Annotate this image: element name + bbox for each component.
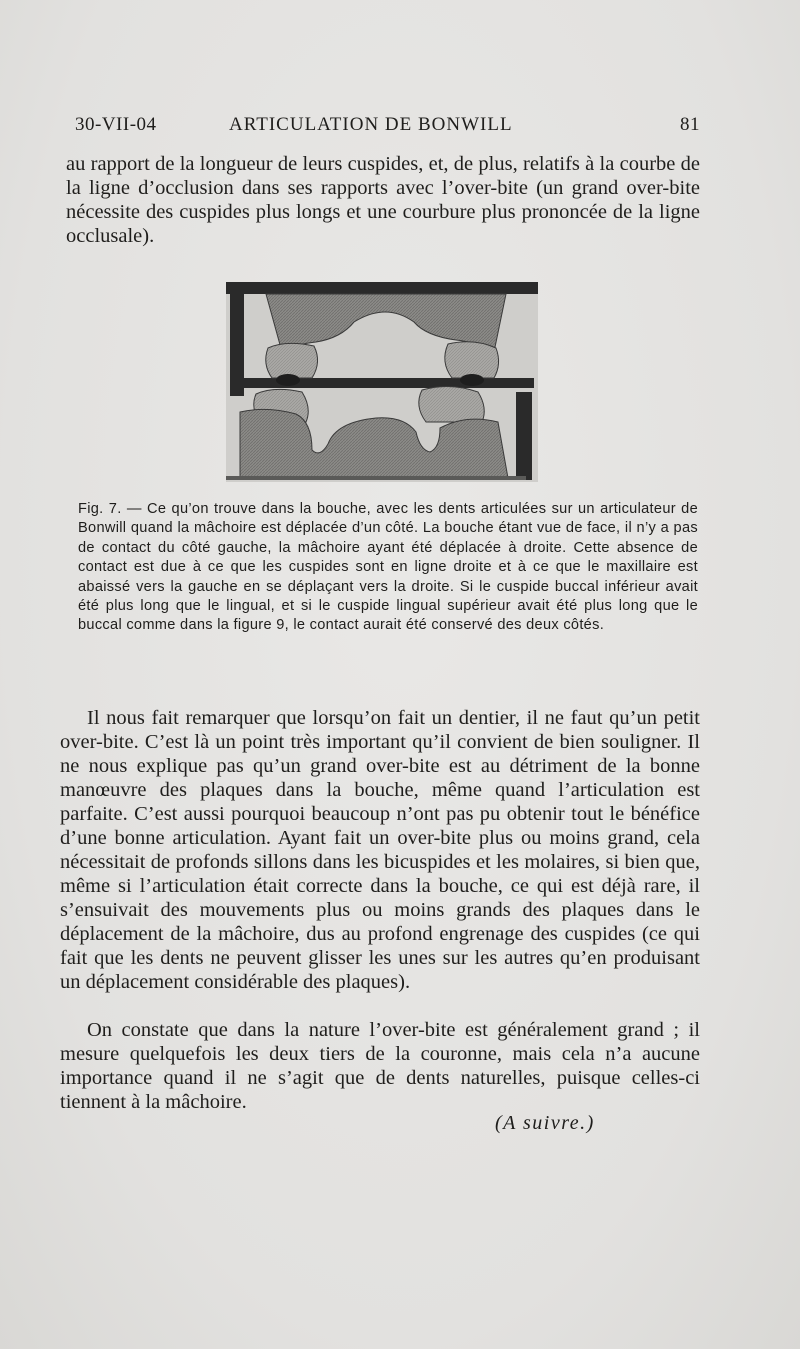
figure-caption-text: Ce qu’on trouve dans la bouche, avec les dents articulées sur un articulateur de Bonwill quand la mâchoire est déplacée d’un côté. La bouche étant vue de face, il n’y a pas de contact du côté gauche, la mâchoire ayant été déplacée à droite. Cette absence de contact est due à ce que les cuspides sont en ligne droite et à ce que le maxillaire est abaissé vers la gauche en se déplaçant vers la droite. Si le cuspide buccal inférieur avait été plus long que le lingual, et si le cuspide lingual supérieur avait été plus long que le buccal comme dans la figure 9, le contact aurait été conservé des deux côtés. [78,501,699,634]
page-number: 81 [680,114,700,135]
teeth-articulation-drawing [226,282,538,482]
figure-teeth-illustration [226,282,538,482]
to-be-continued: (A suivre.) [495,1112,595,1134]
paragraph-overbite: Il nous fait remarquer que lorsqu’on fait un dentier, il ne faut qu’un petit over-bite. C’est là un point très important qu’il convient de bien souligner. Il ne nous explique pas qu’un grand over-bite est au détriment de la bonne manœuvre des plaques dans la bouche, même quand l’articulation est parfaite. C’est aussi pourquoi beaucoup n’ont pas pu obtenir tout le bénéfice d’une bonne articulation. Ayant fait un over-bite plus ou moins grand, cela nécessitait de profonds sillons dans les bicuspides et les molaires, si bien que, même si l’articulation était correcte dans la bouche, ce qui est déjà rare, il s’ensuivait des mouvements plus ou moins grands des plaques dans le déplacement de la mâchoire, dus au profond engrenage des cuspides (ce qui fait que les dents ne peuvent glisser les unes sur les autres qu’en produisant un déplacement considérable des plaques). [60,707,700,993]
figure-label: Fig. 7. — [78,501,142,517]
header-title: ARTICULATION DE BONWILL [229,114,513,135]
running-header [75,114,700,142]
paragraph-continuation: au rapport de la longueur de leurs cuspides, et, de plus, relatifs à la courbe de la ligne d’occlusion dans ses rapports avec l’over-bite (un grand over-bite nécessite des cuspides plus longs et une courbure plus prononcée de la ligne occlusale). [66,153,700,247]
header-date: 30-VII-04 [75,114,157,135]
figure-caption [78,500,698,636]
paragraph-nature: On constate que dans la nature l’over-bite est généralement grand ; il mesure quelquefois les deux tiers de la couronne, mais cela n’a aucune importance quand il ne s’agit que de dents naturelles, puisque celles-ci tiennent à la mâchoire. [60,1019,700,1113]
